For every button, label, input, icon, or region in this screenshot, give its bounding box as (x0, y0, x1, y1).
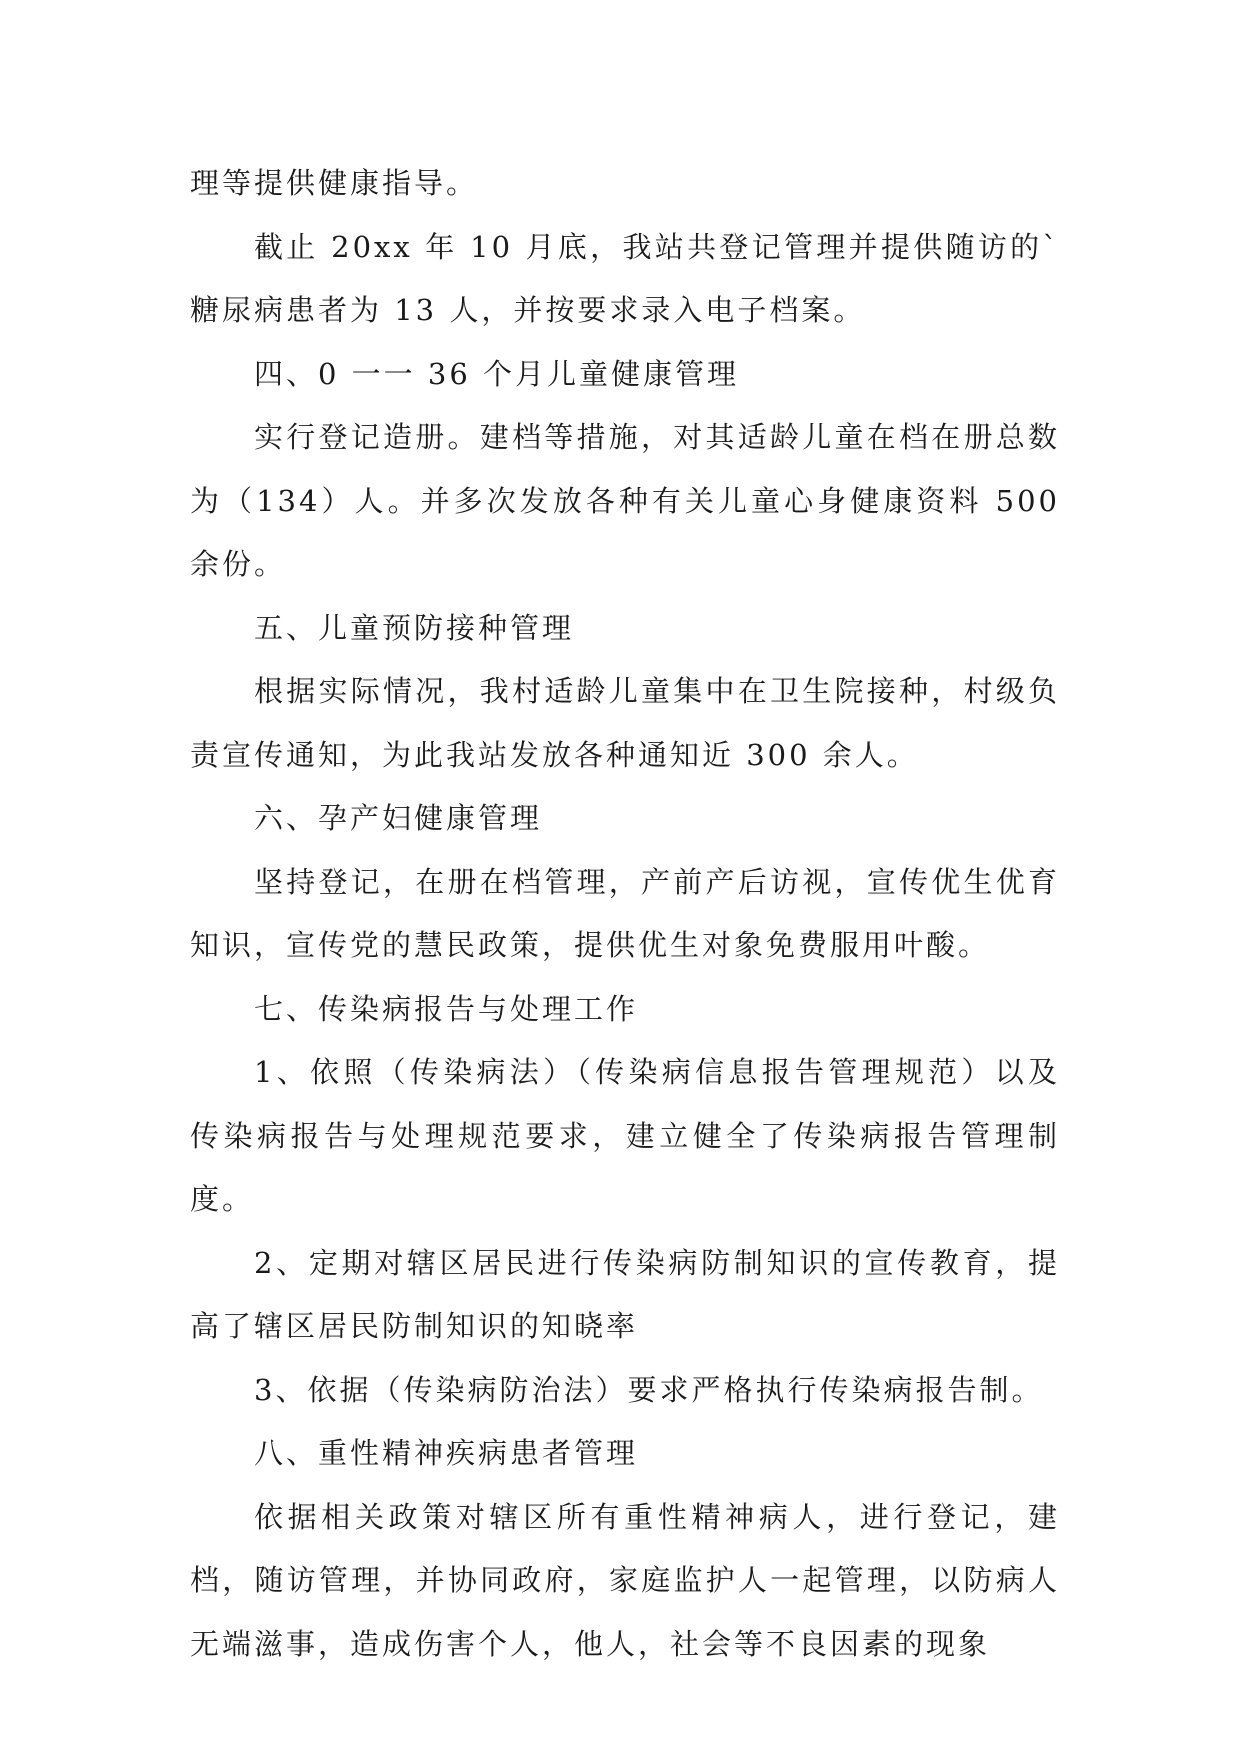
paragraph-child-health: 实行登记造册。建档等措施，对其适龄儿童在档在册总数为（134）人。并多次发放各种有关儿童心身健康资料 500 余份。 (190, 420, 1060, 581)
paragraph-diabetes-stats: 截止 20xx 年 10 月底，我站共登记管理并提供随访的`糖尿病患者为 13 人，并按要求录入电子档案。 (190, 229, 1060, 327)
section-heading-5: 五、儿童预防接种管理 (254, 610, 575, 645)
paragraph-vaccination: 根据实际情况，我村适龄儿童集中在卫生院接种，村级负责宣传通知，为此我站发放各种通知近 300 余人。 (190, 674, 1060, 772)
section-heading-4: 四、0 一一 36 个月儿童健康管理 (254, 356, 740, 391)
paragraph-mental-health: 依据相关政策对辖区所有重性精神病人，进行登记，建档，随访管理，并协同政府，家庭监护人一起管理，以防病人无端滋事，造成伤害个人，他人，社会等不良因素的现象 (190, 1499, 1060, 1661)
document-body (190, 152, 1060, 1676)
section-heading-6: 六、孕产妇健康管理 (254, 801, 543, 835)
paragraph-infectious-2: 2、定期对辖区居民进行传染病防制知识的宣传教育，提高了辖区居民防制知识的知晓率 (190, 1245, 1060, 1343)
paragraph-infectious-1: 1、依照（传染病法）（传染病信息报告管理规范）以及传染病报告与处理规范要求，建立健全了传染病报告管理制度。 (190, 1055, 1060, 1216)
section-heading-8: 八、重性精神疾病患者管理 (254, 1436, 639, 1470)
paragraph-infectious-3: 3、依据（传染病防治法）要求严格执行传染病报告制。 (254, 1372, 1044, 1407)
section-heading-7: 七、传染病报告与处理工作 (254, 991, 639, 1026)
paragraph-maternal-health: 坚持登记，在册在档管理，产前产后访视，宣传优生优育知识，宣传党的慧民政策，提供优生对象免费服用叶酸。 (190, 864, 1060, 962)
paragraph-continuation: 理等提供健康指导。 (190, 166, 479, 200)
